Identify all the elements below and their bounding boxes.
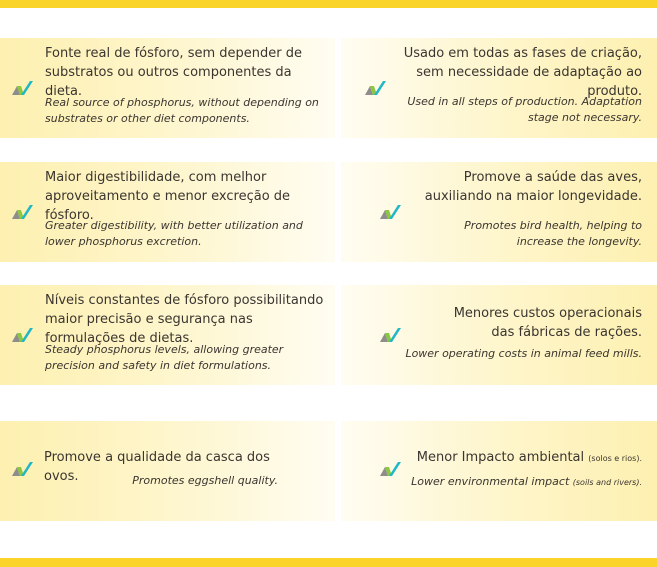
benefit-text-pt: Promove a qualidade da casca dos ovos.: [44, 450, 270, 484]
check-leaf-logo-icon: [12, 327, 34, 343]
benefit-text-en: Promotes eggshell quality.: [132, 474, 278, 487]
benefit-card-2: [341, 38, 657, 138]
benefit-text-pt: Menores custos operacionais das fábricas de rações.: [453, 306, 642, 340]
benefit-text-pt: Níveis constantes de fósforo possibilitando maior precisão e segurança nas formulações de dietas.: [45, 293, 324, 346]
benefit-text-en-main: Lower environmental impact: [411, 475, 570, 488]
benefit-card-6: [341, 285, 657, 385]
benefit-text-en: Lower operating costs in animal feed mills.: [405, 347, 642, 360]
benefit-card-8: [341, 421, 657, 521]
benefit-card-5: [0, 285, 335, 385]
benefit-text-en: Real source of phosphorus, without depending on substrates or other diet components.: [45, 96, 319, 125]
benefit-text-en: Used in all steps of production. Adaptation stage not necessary.: [407, 95, 642, 124]
check-leaf-logo-icon: [12, 461, 34, 477]
benefit-text-pt: Fonte real de fósforo, sem depender de substratos ou outros componentes da dieta.: [45, 46, 302, 99]
benefit-text-pt: Usado em todas as fases de criação, sem necessidade de adaptação ao produto.: [403, 46, 642, 99]
check-leaf-logo-icon: [380, 461, 402, 477]
benefit-text-en-note: (soils and rivers).: [572, 478, 642, 487]
benefit-card-1: [0, 38, 335, 138]
check-leaf-logo-icon: [380, 327, 402, 343]
benefit-text-pt: Promove a saúde das aves, auxiliando na maior longevidade.: [424, 170, 642, 204]
benefit-text-pt: [402, 448, 642, 468]
benefit-card-7: [0, 421, 335, 521]
bottom-accent-bar: [0, 558, 657, 567]
benefit-card-4: [341, 162, 657, 262]
benefit-text-en: [402, 474, 642, 491]
benefit-text-en: Steady phosphorus levels, allowing greater precision and safety in diet formulations.: [45, 343, 284, 372]
check-leaf-logo-icon: [12, 204, 34, 220]
check-leaf-logo-icon: [12, 80, 34, 96]
benefit-text-en: Greater digestibility, with better utilization and lower phosphorus excretion.: [45, 219, 303, 248]
benefit-text-en: Promotes bird health, helping to increase the longevity.: [464, 219, 642, 248]
benefit-text-pt-main: Menor Impacto ambiental: [416, 450, 585, 465]
benefit-text-pt: Maior digestibilidade, com melhor aproveitamento e menor excreção de fósforo.: [45, 170, 291, 223]
benefit-text-pt-note: (solos e rios).: [588, 454, 642, 463]
check-leaf-logo-icon: [380, 204, 402, 220]
check-leaf-logo-icon: [365, 80, 387, 96]
top-accent-bar: [0, 0, 657, 8]
benefit-card-3: [0, 162, 335, 262]
